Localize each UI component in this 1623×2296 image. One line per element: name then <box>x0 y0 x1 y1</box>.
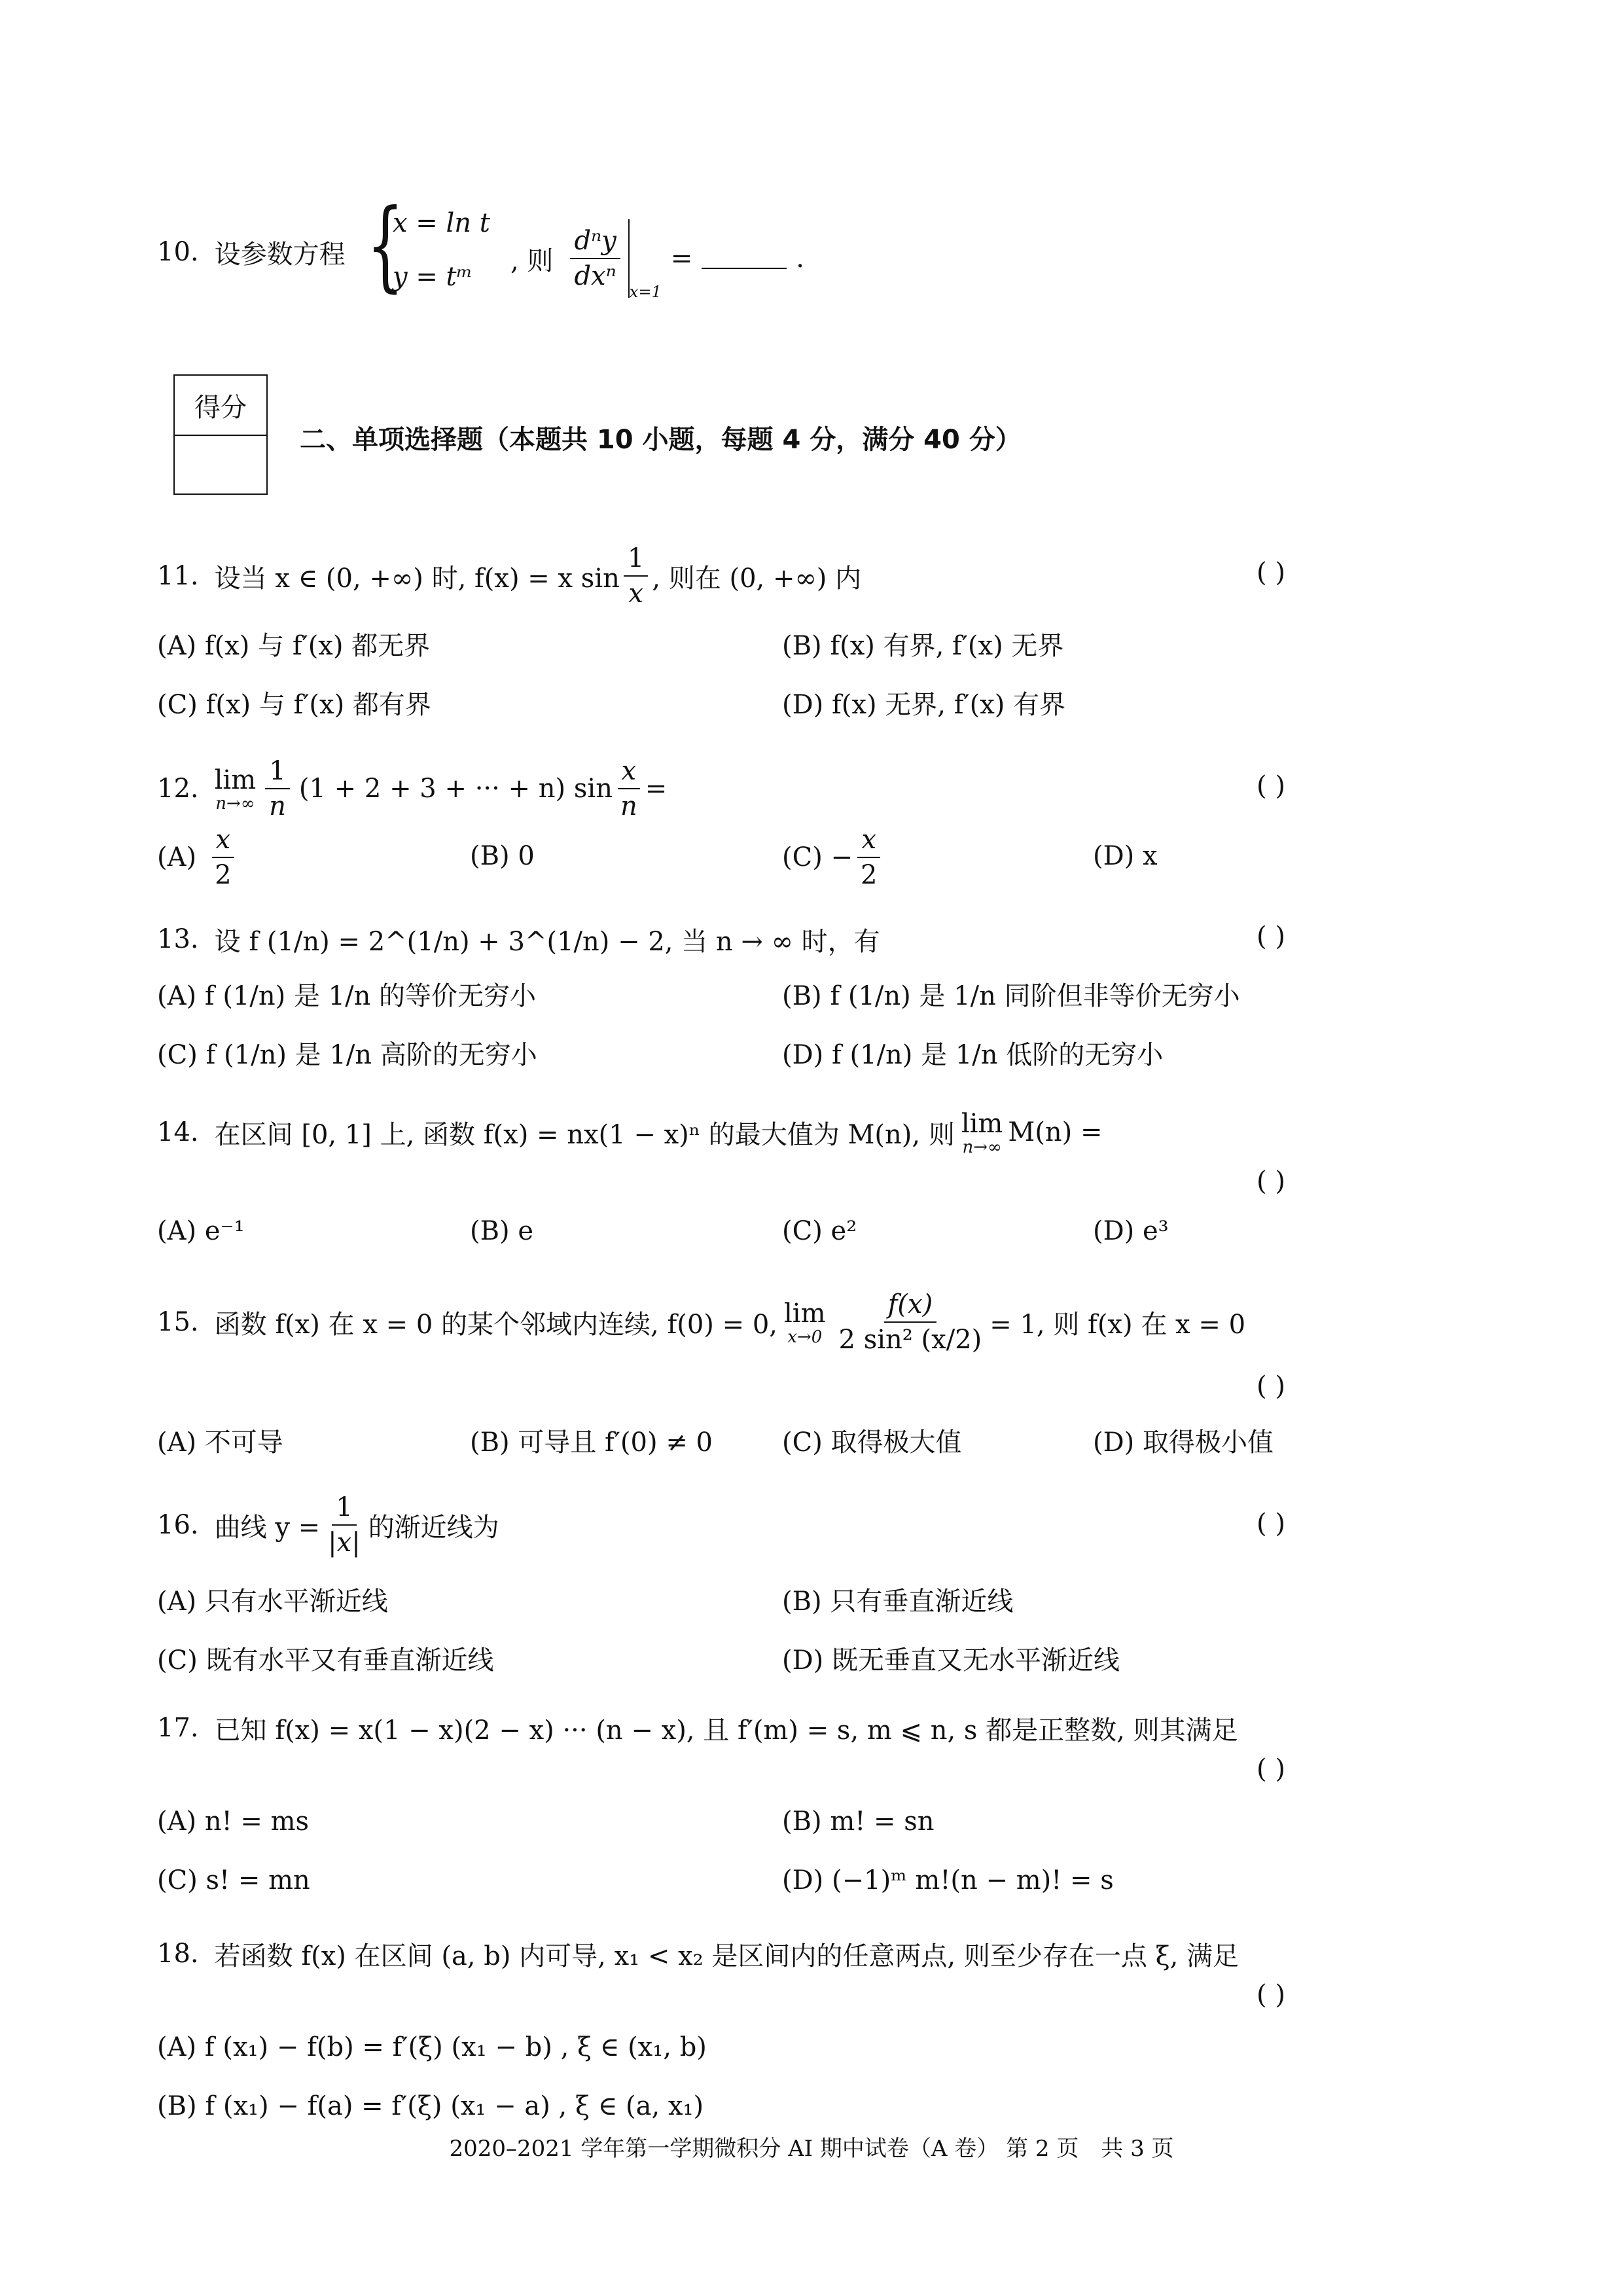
question-12: 12. lim n→∞ $\frac{1}{n}$ (1 + 2 + 3 + ··· + n) sin $\frac{x}{n}$ = <box>157 756 668 821</box>
question-11 <box>157 543 861 609</box>
score-box-label: 得分 <box>175 376 266 436</box>
fraction: $\frac{x}{2}$ <box>211 825 235 889</box>
score-box <box>173 374 268 495</box>
limit: lim x→0 <box>784 1299 826 1347</box>
option-b[interactable]: (B) f(x) 有界, f′(x) 无界 <box>782 631 1064 661</box>
option-a[interactable]: (A) 不可导 <box>157 1427 283 1458</box>
answer-parentheses[interactable]: ( ) <box>1257 558 1285 588</box>
question-number: 14. <box>157 1117 199 1147</box>
option-d[interactable]: (D) x <box>1093 841 1158 871</box>
limit: lim n→∞ <box>961 1109 1003 1157</box>
answer-blank[interactable] <box>702 248 787 269</box>
option-d[interactable]: (D) (−1)ᵐ m!(n − m)! = s <box>782 1865 1114 1895</box>
question-number: 13. <box>157 924 199 954</box>
option-d[interactable]: (D) f(x) 无界, f′(x) 有界 <box>782 690 1066 720</box>
answer-parentheses[interactable]: ( ) <box>1257 1371 1285 1401</box>
question-18 <box>157 1934 1239 1973</box>
question-15 <box>157 1283 1245 1361</box>
nth-derivative-fraction: $\frac{\text{dⁿy}}{\text{dxⁿ}}$ <box>570 226 620 291</box>
option-d[interactable]: (D) f (1/n) 是 1/n 低阶的无穷小 <box>782 1040 1164 1070</box>
option-b[interactable]: (B) f (1/n) 是 1/n 同阶但非等价无穷小 <box>782 981 1240 1011</box>
page-footer: 2020–2021 学年第一学期微积分 AI 期中试卷（A 卷） 第 2 页 共 3 页 <box>449 2136 1174 2162</box>
fraction: $\frac{1}{|x|}$ <box>328 1492 361 1558</box>
option-a[interactable]: (A) $\frac{x}{2}$ <box>157 821 240 893</box>
question-number: 18. <box>157 1939 199 1969</box>
option-c[interactable]: (C) − $\frac{x}{2}$ <box>782 821 885 893</box>
fraction: $\frac{f(x)}{\text{2 sin² (x/2)}}$ <box>838 1289 982 1355</box>
question-stem: 已知 f(x) = x(1 − x)(2 − x) ··· (n − x), 且 f′(m) = s, m ⩽ n, s 都是正整数, 则其满足 <box>214 1715 1238 1746</box>
answer-parentheses[interactable]: ( ) <box>1257 1980 1285 2010</box>
option-c[interactable]: (C) e² <box>782 1216 857 1246</box>
option-c[interactable]: (C) 既有水平又有垂直渐近线 <box>157 1645 494 1676</box>
evaluation-point: x=1 <box>629 283 662 301</box>
option-d[interactable]: (D) e³ <box>1093 1216 1169 1246</box>
left-brace: { <box>366 188 404 302</box>
question-stem: 设 f (1/n) = 2^(1/n) + 3^(1/n) − 2, 当 n → ∞ 时，有 <box>214 926 880 957</box>
question-number: 15. <box>157 1307 199 1337</box>
question-text: 设参数方程 <box>214 239 346 270</box>
question-stem: 的渐近线为 <box>368 1512 499 1543</box>
question-stem: 若函数 f(x) 在区间 (a, b) 内可导, x₁ < x₂ 是区间内的任意两点, 则至少存在一点 ξ, 满足 <box>214 1941 1240 1971</box>
question-stem: (1 + 2 + 3 + ··· + n) sin <box>298 774 613 804</box>
answer-parentheses[interactable]: ( ) <box>1257 922 1285 952</box>
option-a[interactable]: (A) 只有水平渐近线 <box>157 1587 388 1617</box>
score-box-field[interactable] <box>175 436 266 493</box>
param-eq-x: x = ln t <box>393 208 490 238</box>
option-d[interactable]: (D) 既无垂直又无水平渐近线 <box>782 1645 1120 1676</box>
option-b[interactable]: (B) f (x₁) − f(a) = f′(ξ) (x₁ − a) , ξ ∈ (a, x₁) <box>157 2091 704 2121</box>
derivative-expression: , 则 $\frac{\text{dⁿy}}{\text{dxⁿ}}$ x=1 = . <box>510 209 804 308</box>
question-16 <box>157 1489 499 1561</box>
question-stem: 在区间 [0, 1] 上, 函数 f(x) = nx(1 − x)ⁿ 的最大值为 M(n), 则 <box>214 1119 955 1150</box>
option-c[interactable]: (C) f(x) 与 f′(x) 都有界 <box>157 690 431 720</box>
limit: lim n→∞ <box>214 765 257 814</box>
question-number: 17. <box>157 1713 199 1743</box>
option-a[interactable]: (A) f (1/n) 是 1/n 的等价无穷小 <box>157 981 537 1011</box>
question-stem: 函数 f(x) 在 x = 0 的某个邻域内连续, f(0) = 0, <box>214 1309 778 1340</box>
option-c[interactable]: (C) 取得极大值 <box>782 1427 962 1458</box>
question-number: 11. <box>157 561 199 591</box>
answer-parentheses[interactable]: ( ) <box>1257 1754 1285 1784</box>
question-10 <box>157 223 346 281</box>
fraction: $\frac{1}{n}$ <box>265 757 290 821</box>
question-text: , 则 <box>510 245 554 276</box>
fraction: $\frac{1}{x}$ <box>624 544 648 608</box>
option-a[interactable]: (A) n! = ms <box>157 1806 310 1837</box>
option-b[interactable]: (B) 只有垂直渐近线 <box>782 1587 1014 1617</box>
question-number: 10. <box>157 237 199 267</box>
option-b[interactable]: (B) e <box>470 1216 533 1246</box>
fraction: $\frac{x}{2}$ <box>857 825 881 889</box>
answer-parentheses[interactable]: ( ) <box>1257 1509 1285 1539</box>
option-c[interactable]: (C) s! = mn <box>157 1865 310 1895</box>
question-stem: = 1, 则 f(x) 在 x = 0 <box>990 1309 1246 1340</box>
section-title: 二、单项选择题（本题共 10 小题，每题 4 分，满分 40 分） <box>300 425 1022 455</box>
option-a[interactable]: (A) f(x) 与 f′(x) 都无界 <box>157 631 431 661</box>
question-14 <box>157 1106 1103 1158</box>
fraction: $\frac{x}{n}$ <box>616 757 641 821</box>
option-b[interactable]: (B) 0 <box>470 841 535 871</box>
question-stem: M(n) = <box>1008 1117 1103 1147</box>
option-c[interactable]: (C) f (1/n) 是 1/n 高阶的无穷小 <box>157 1040 537 1070</box>
option-a[interactable]: (A) e⁻¹ <box>157 1216 245 1246</box>
question-stem: , 则在 (0, +∞) 内 <box>652 563 862 594</box>
option-b[interactable]: (B) 可导且 f′(0) ≠ 0 <box>470 1427 713 1458</box>
question-stem: 曲线 y = <box>214 1512 321 1543</box>
question-stem: 设当 x ∈ (0, +∞) 时, f(x) = x sin <box>214 563 620 594</box>
option-d[interactable]: (D) 取得极小值 <box>1093 1427 1274 1458</box>
answer-parentheses[interactable]: ( ) <box>1257 771 1285 801</box>
question-number: 12. <box>157 774 199 804</box>
question-number: 16. <box>157 1510 199 1540</box>
option-a[interactable]: (A) f (x₁) − f(b) = f′(ξ) (x₁ − b) , ξ ∈ (x₁, b) <box>157 2032 707 2062</box>
answer-parentheses[interactable]: ( ) <box>1257 1166 1285 1196</box>
option-b[interactable]: (B) m! = sn <box>782 1806 935 1837</box>
param-eq-y: y = tᵐ <box>393 262 473 292</box>
question-17 <box>157 1708 1238 1748</box>
question-13 <box>157 916 880 962</box>
